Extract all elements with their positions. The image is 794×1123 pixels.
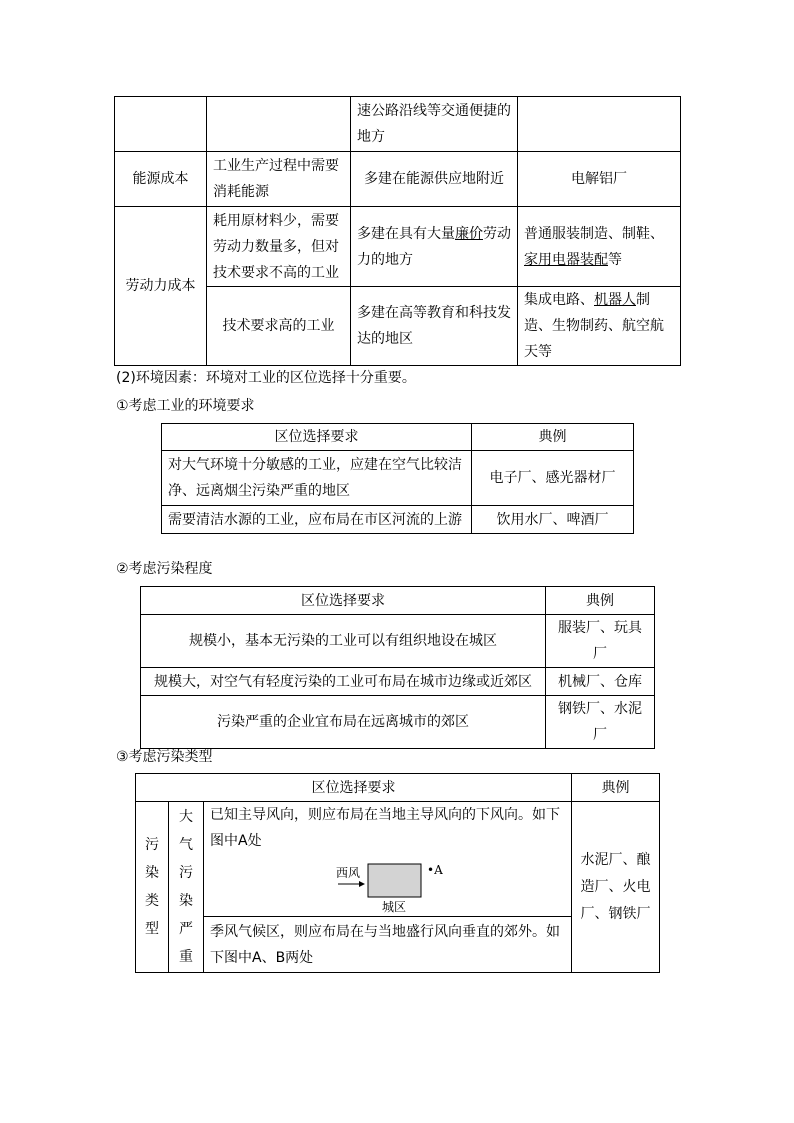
table-cell [204,802,572,917]
column-header: 区位选择要求 [162,424,472,451]
table-row [115,97,681,152]
column-header: 区位选择要求 [141,587,546,615]
subsection-title: ①考虑工业的环境要求 [116,398,255,414]
column-header: 典例 [472,424,634,451]
city-label: 城区 [382,900,407,914]
table-cell: 多建在具有大量廉价劳动力的地方 [351,207,518,287]
table-cell: 集成电路、机器人制造、生物制药、航空航天等 [518,287,681,366]
environment-table [161,423,634,534]
pollution-type-table [135,773,660,973]
table-cell: 耗用原材料少，需要劳动力数量多，但对技术要求不高的工业 [207,207,351,287]
factor-label: 能源成本 [115,152,207,207]
table-cell: 速公路沿线等交通便捷的地方 [351,97,518,152]
rule-text: 已知主导风向，则应布局在当地主导风向的下风向。如下图中A处 [210,807,560,849]
factor-label: 劳动力成本 [115,207,207,366]
table-header-row [162,424,634,451]
table-cell: 普通服装制造、制鞋、家用电器装配等 [518,207,681,287]
vertical-label-air-pollution: 大 气 污 染 严 重 [169,802,204,973]
table-cell: 对大气环境十分敏感的工业，应建在空气比较洁净、远离烟尘污染严重的地区 [162,451,472,506]
table-row [136,802,660,917]
table-cell: 污染严重的企业宜布局在远离城市的郊区 [141,696,546,749]
pollution-degree-table [140,586,655,749]
table-cell: 电解铝厂 [518,152,681,207]
table-row [141,696,655,749]
table-row [141,668,655,696]
section-heading-environment: (2)环境因素：环境对工业的区位选择十分重要。 [116,370,416,386]
table-row [141,615,655,668]
table-header-row [141,587,655,615]
city-area [368,864,421,897]
table-cell: 水泥厂、酿造厂、火电厂、钢铁厂 [572,802,660,973]
subsection-title: ③考虑污染类型 [116,749,213,765]
table-cell: 服装厂、玩具厂 [546,615,655,668]
wind-direction-diagram [334,856,484,914]
table-row [115,152,681,207]
wind-label: 西风 [336,866,361,880]
point-a-label: •A [427,863,443,877]
table-row [162,506,634,534]
table-cell: 技术要求高的工业 [207,287,351,366]
table-cell: 规模大，对空气有轻度污染的工业可布局在城市边缘或近郊区 [141,668,546,696]
table-row [115,207,681,287]
column-header: 区位选择要求 [136,774,572,802]
table-cell: 机械厂、仓库 [546,668,655,696]
table-cell: 电子厂、感光器材厂 [472,451,634,506]
column-header: 典例 [572,774,660,802]
table-cell: 钢铁厂、水泥厂 [546,696,655,749]
table-cell: 多建在高等教育和科技发达的地区 [351,287,518,366]
table-cell: 季风气候区，则应布局在与当地盛行风向垂直的郊外。如下图中A、B两处 [204,917,572,973]
table-cell: 需要清洁水源的工业，应布局在市区河流的上游 [162,506,472,534]
factor-table [114,96,681,366]
column-header: 典例 [546,587,655,615]
vertical-label-pollution-type: 污 染 类 型 [136,802,169,973]
table-cell: 工业生产过程中需要消耗能源 [207,152,351,207]
table-row [162,451,634,506]
table-cell: 饮用水厂、啤酒厂 [472,506,634,534]
subsection-title: ②考虑污染程度 [116,561,213,577]
table-header-row [136,774,660,802]
table-cell: 规模小，基本无污染的工业可以有组织地设在城区 [141,615,546,668]
table-cell: 多建在能源供应地附近 [351,152,518,207]
